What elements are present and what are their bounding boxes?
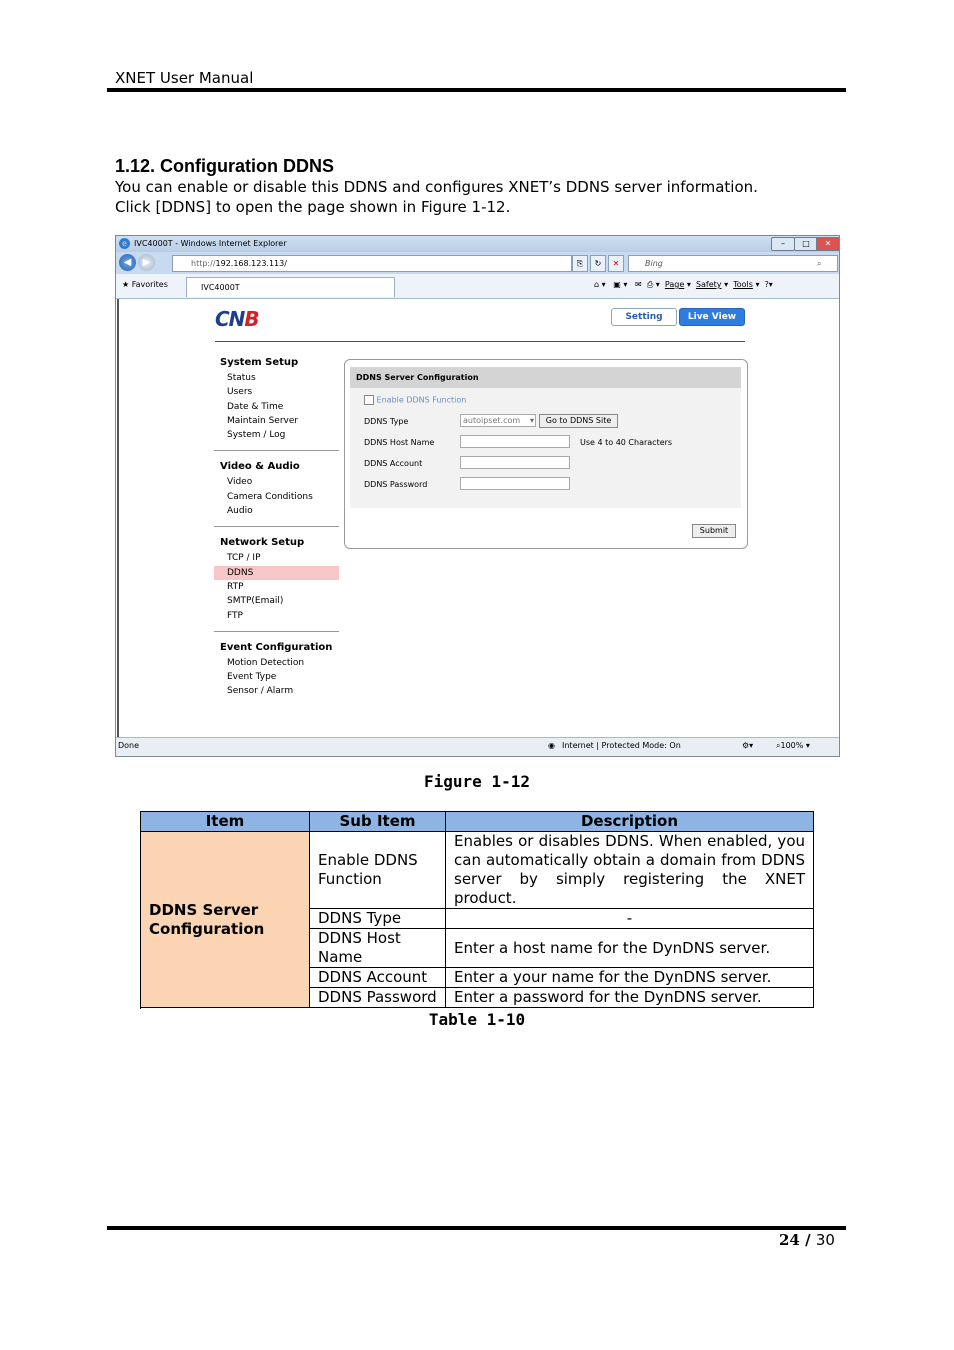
enable-ddns-checkbox[interactable] xyxy=(364,395,374,405)
figure-caption: Figure 1-12 xyxy=(424,772,530,791)
enable-ddns-row xyxy=(364,395,466,405)
account-input[interactable] xyxy=(460,456,570,469)
mail-icon[interactable]: ✉ xyxy=(635,280,642,289)
description-cell: - xyxy=(446,909,814,929)
page-menu[interactable]: Page ▾ xyxy=(664,280,691,289)
current-page: 24 xyxy=(779,1231,800,1249)
search-placeholder: Bing xyxy=(645,259,663,268)
tab-label: IVC4000T xyxy=(201,283,240,292)
help-icon[interactable]: ?▾ xyxy=(764,280,773,289)
sub-item-cell: DDNS Type xyxy=(310,909,446,929)
sub-item-cell: DDNS Host Name xyxy=(310,929,446,968)
menu-item-smtp[interactable]: SMTP(Email) xyxy=(227,596,284,607)
panel-body xyxy=(350,388,741,508)
host-name-input[interactable] xyxy=(460,435,570,448)
intro-line-1: You can enable or disable this DDNS and configures XNET’s DDNS server information. xyxy=(115,178,758,196)
menu-item-motion-detection[interactable]: Motion Detection xyxy=(227,657,305,668)
tools-menu[interactable]: Tools ▾ xyxy=(733,280,760,289)
address-bar xyxy=(116,252,839,274)
back-icon[interactable]: ◀ xyxy=(119,254,136,271)
safety-menu-label: Safety xyxy=(695,280,722,289)
host-name-label: DDNS Host Name xyxy=(364,438,435,447)
menu-item-video[interactable]: Video xyxy=(227,477,253,488)
menu-divider xyxy=(214,450,339,451)
panel-title: DDNS Server Configuration xyxy=(350,367,741,388)
password-input[interactable] xyxy=(460,477,570,490)
web-content xyxy=(117,299,839,737)
menu-item-date-time[interactable]: Date & Time xyxy=(227,401,284,412)
enable-ddns-label: Enable DDNS Function xyxy=(376,395,467,405)
menu-heading-network: Network Setup xyxy=(220,537,305,549)
table-caption: Table 1-10 xyxy=(428,1010,526,1029)
password-label: DDNS Password xyxy=(364,480,428,489)
zoom-level: 100% xyxy=(780,741,804,750)
col-header-item: Item xyxy=(141,812,310,832)
goto-ddns-site-button[interactable]: Go to DDNS Site xyxy=(539,414,618,428)
menu-heading-system: System Setup xyxy=(220,357,299,368)
print-icon[interactable]: ⎙ ▾ xyxy=(646,280,660,289)
favorites-button[interactable]: ★ Favorites xyxy=(122,280,168,289)
menu-item-ftp[interactable]: FTP xyxy=(227,610,243,621)
search-input[interactable] xyxy=(628,255,838,272)
col-header-description: Description xyxy=(446,812,814,832)
url-host: 192.168.123.113/ xyxy=(215,259,287,268)
ie-icon: e xyxy=(119,238,130,249)
menu-item-users[interactable]: Users xyxy=(227,387,253,398)
section-heading: 1.12. Configuration DDNS xyxy=(115,156,335,176)
sub-item-cell: Enable DDNS Function xyxy=(310,832,446,909)
sub-item-cell: DDNS Account xyxy=(310,968,446,988)
description-cell: Enter a password for the DynDNS server. xyxy=(446,988,814,1008)
menu-item-system-log[interactable]: System / Log xyxy=(227,430,286,441)
menu-item-ddns[interactable]: DDNS xyxy=(214,566,339,580)
page-number: 24 / 30 xyxy=(779,1231,835,1249)
command-bar xyxy=(594,280,773,290)
status-bar xyxy=(116,737,839,757)
menu-item-audio[interactable]: Audio xyxy=(227,506,253,517)
menu-item-rtp[interactable]: RTP xyxy=(227,581,244,592)
globe-icon: ◉ xyxy=(548,741,555,750)
menu-item-event-type[interactable]: Event Type xyxy=(227,672,277,683)
col-header-sub-item: Sub Item xyxy=(310,812,446,832)
settings-menu xyxy=(214,357,339,699)
status-text: Done xyxy=(118,741,140,750)
url-input[interactable] xyxy=(172,255,572,272)
chevron-down-icon: ▾ xyxy=(529,416,534,425)
ddns-type-label: DDNS Type xyxy=(364,417,409,426)
forward-icon[interactable]: ▶ xyxy=(138,254,155,271)
maximize-icon[interactable]: □ xyxy=(794,237,818,251)
home-icon[interactable]: ⌂ ▾ xyxy=(594,280,606,289)
search-icon[interactable]: ⌕ xyxy=(817,259,822,268)
manual-title: XNET User Manual xyxy=(115,69,254,87)
ddns-config-panel xyxy=(344,359,748,549)
description-cell: Enter a your name for the DynDNS server. xyxy=(446,968,814,988)
minimize-icon[interactable]: – xyxy=(771,237,795,251)
account-label: DDNS Account xyxy=(364,459,423,468)
pop-icon[interactable]: ⚙▾ xyxy=(742,741,754,750)
total-pages: 30 xyxy=(815,1231,835,1249)
menu-item-sensor-alarm[interactable]: Sensor / Alarm xyxy=(227,686,294,697)
window-titlebar xyxy=(116,236,839,252)
window-title: IVC4000T - Windows Internet Explorer xyxy=(134,239,287,248)
safety-menu[interactable]: Safety ▾ xyxy=(695,280,729,289)
menu-item-camera-conditions[interactable]: Camera Conditions xyxy=(227,491,313,502)
browser-tab[interactable] xyxy=(186,277,395,297)
url-prefix: http:// xyxy=(191,259,216,268)
menu-item-tcp-ip[interactable]: TCP / IP xyxy=(227,553,261,564)
close-icon[interactable]: ✕ xyxy=(816,237,840,251)
page-menu-label: Page xyxy=(664,280,685,289)
tools-menu-label: Tools xyxy=(733,280,753,289)
zoom-control[interactable]: ⌕100% ▾ xyxy=(776,741,810,750)
compat-icon[interactable]: ⎘ xyxy=(572,255,588,272)
sub-item-cell: DDNS Password xyxy=(310,988,446,1008)
refresh-icon[interactable]: ↻ xyxy=(590,255,606,272)
menu-item-status[interactable]: Status xyxy=(227,373,256,383)
stop-icon[interactable]: ✕ xyxy=(608,255,624,272)
setting-button[interactable]: Setting xyxy=(611,308,677,326)
intro-line-2: Click [DDNS] to open the page shown in Figure 1-12. xyxy=(115,198,511,216)
item-cell: DDNS Server Configuration xyxy=(141,832,310,1008)
description-cell: Enter a host name for the DynDNS server. xyxy=(446,929,814,968)
menu-item-maintain-server[interactable]: Maintain Server xyxy=(227,415,299,426)
table-header-row xyxy=(141,812,814,832)
cnb-logo: CNB xyxy=(215,307,259,331)
live-view-button[interactable]: Live View xyxy=(679,308,745,326)
menu-divider xyxy=(214,526,339,527)
ddns-description-table xyxy=(140,811,814,1008)
browser-screenshot xyxy=(115,235,840,757)
feeds-icon[interactable]: ▣ ▾ xyxy=(613,280,628,289)
host-name-hint: Use 4 to 40 Characters xyxy=(580,438,673,447)
submit-button[interactable]: Submit xyxy=(692,524,736,538)
menu-heading-event: Event Configuration xyxy=(220,641,333,653)
footer-rule xyxy=(107,1226,846,1230)
favorites-bar xyxy=(116,274,839,299)
table-row xyxy=(141,832,814,909)
ddns-type-select[interactable] xyxy=(460,414,536,427)
description-cell: Enables or disables DDNS. When enabled, you can automatically obtain a domain from DDNS server by simply registering the XNET product. xyxy=(446,832,814,909)
top-divider xyxy=(215,341,745,342)
menu-divider xyxy=(214,631,339,632)
menu-heading-video-audio: Video & Audio xyxy=(220,461,300,473)
security-zone: Internet | Protected Mode: On xyxy=(562,741,681,750)
ddns-type-value: autoipset.com xyxy=(463,416,521,425)
header-rule xyxy=(107,88,846,92)
favorites-label: Favorites xyxy=(131,280,168,289)
